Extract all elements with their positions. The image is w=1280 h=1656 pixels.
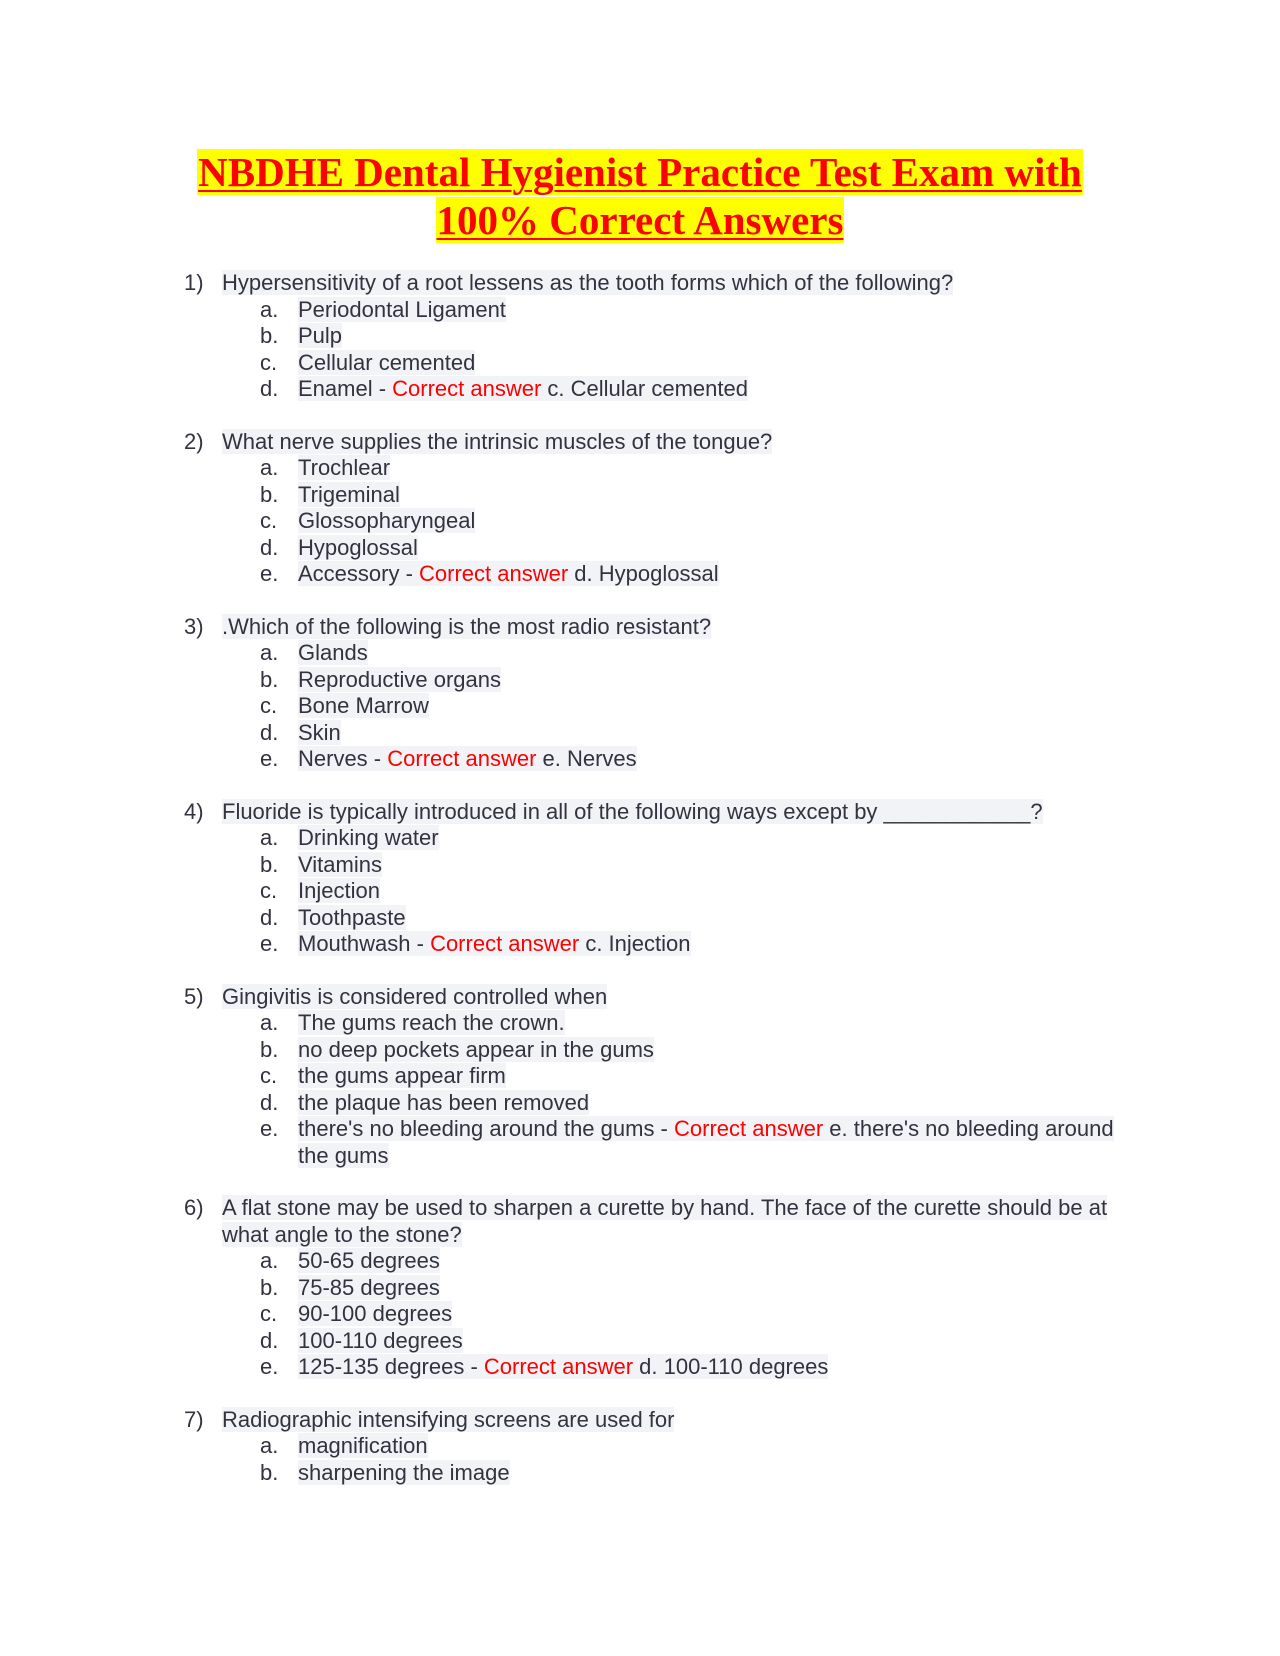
correct-answer-label: Correct answer — [419, 561, 569, 586]
answer-option — [260, 720, 1124, 747]
option-highlight — [298, 852, 382, 877]
option-text: Periodontal Ligament — [298, 296, 506, 322]
option-text: Vitamins — [298, 851, 382, 877]
option-highlight — [298, 376, 748, 401]
option-text-wrap — [298, 693, 1124, 720]
option-highlight — [298, 693, 429, 718]
option-highlight — [298, 297, 506, 322]
answer-option — [260, 1090, 1124, 1117]
option-text: Mouthwash - — [298, 931, 431, 956]
option-highlight — [298, 825, 439, 850]
option-highlight — [298, 640, 368, 665]
option-highlight — [298, 1328, 463, 1353]
answer-option — [260, 825, 1124, 852]
option-highlight — [298, 323, 342, 348]
option-text-wrap — [298, 825, 1124, 852]
option-text: 50-65 degrees — [298, 1248, 440, 1273]
option-highlight — [298, 508, 475, 533]
answer-option — [260, 1037, 1124, 1064]
question-3 — [184, 614, 1124, 773]
option-text: Hypoglossal — [298, 534, 418, 560]
question-4 — [184, 799, 1124, 958]
option-text: magnification — [298, 1433, 428, 1458]
option-text: Toothpaste — [298, 904, 406, 930]
question-number: 2) — [184, 428, 204, 454]
answer-option — [260, 931, 1124, 958]
option-letter: a. — [260, 1248, 279, 1273]
option-letter: c. — [260, 508, 278, 533]
question-row — [184, 984, 1124, 1011]
title-line-2-text: 100% Correct Answers — [436, 197, 844, 243]
option-text-wrap — [298, 535, 1124, 562]
answer-option — [260, 1063, 1124, 1090]
option-letter: a. — [260, 296, 279, 322]
option-highlight — [298, 482, 400, 507]
option-text: Skin — [298, 719, 341, 745]
option-highlight — [298, 1433, 428, 1458]
option-text-wrap — [298, 746, 1124, 773]
question-list — [184, 270, 1124, 1512]
answer-option — [260, 852, 1124, 879]
answer-option — [260, 1248, 1124, 1275]
answer-option — [260, 508, 1124, 535]
option-highlight — [298, 720, 341, 745]
option-text-wrap — [298, 931, 1124, 958]
question-text-wrap — [222, 799, 1124, 826]
answer-option — [260, 746, 1124, 773]
option-text: Accessory - — [298, 561, 420, 586]
option-letter: a. — [260, 1010, 279, 1035]
option-text: Trigeminal — [298, 481, 400, 507]
answer-option — [260, 1433, 1124, 1460]
option-text-wrap — [298, 350, 1124, 377]
question-5 — [184, 984, 1124, 1170]
question-text: Fluoride is typically introduced in all of the following ways except by ____________? — [222, 798, 1043, 824]
option-text-wrap — [298, 376, 1124, 403]
correct-answer-text: e. there's no bleeding around the gums — [298, 1116, 1114, 1168]
answer-option — [260, 350, 1124, 377]
correct-answer-text: c. Cellular cemented — [541, 376, 748, 401]
correct-answer-label: Correct answer — [483, 1354, 634, 1379]
option-text: no deep pockets appear in the gums — [298, 1036, 654, 1062]
option-text: the plaque has been removed — [298, 1089, 590, 1115]
option-letter: d. — [260, 1327, 279, 1353]
option-highlight — [298, 1354, 828, 1379]
question-number: 7) — [184, 1406, 204, 1432]
option-letter: b. — [260, 1036, 279, 1062]
answer-option — [260, 905, 1124, 932]
option-text: Trochlear — [298, 455, 391, 480]
answer-option — [260, 323, 1124, 350]
title-line-1 — [0, 148, 1280, 196]
option-letter: b. — [260, 666, 279, 692]
option-letter: c. — [260, 1301, 278, 1326]
option-letter: a. — [260, 640, 279, 665]
option-text-wrap — [298, 561, 1124, 588]
question-number: 5) — [184, 983, 204, 1009]
correct-answer-label: Correct answer — [387, 746, 537, 771]
option-text-wrap — [298, 1248, 1124, 1275]
answer-option — [260, 376, 1124, 403]
option-letter: a. — [260, 1433, 279, 1458]
correct-answer-label: Correct answer — [430, 931, 580, 956]
question-6 — [184, 1195, 1124, 1381]
question-text: Hypersensitivity of a root lessens as the tooth forms which of the following? — [222, 270, 954, 295]
question-text: Radiographic intensifying screens are used for — [222, 1406, 675, 1432]
option-highlight — [298, 878, 380, 903]
option-text-wrap — [298, 1275, 1124, 1302]
answer-option — [260, 1328, 1124, 1355]
option-letter: d. — [260, 1089, 279, 1115]
option-letter: a. — [260, 825, 279, 850]
correct-answer-text: d. Hypoglossal — [568, 561, 719, 586]
title-line-1-text: NBDHE Dental Hygienist Practice Test Exam with — [198, 149, 1082, 195]
option-text-wrap — [298, 878, 1124, 905]
option-text-wrap — [298, 508, 1124, 535]
answer-option — [260, 640, 1124, 667]
option-highlight — [298, 350, 475, 375]
option-text: Pulp — [298, 323, 343, 348]
question-row — [184, 614, 1124, 641]
option-text-wrap — [298, 1301, 1124, 1328]
option-text-wrap — [298, 640, 1124, 667]
option-text: Cellular cemented — [298, 349, 476, 375]
option-letter: e. — [260, 1354, 279, 1379]
option-highlight — [298, 1275, 440, 1300]
question-number: 6) — [184, 1195, 204, 1220]
document-title — [0, 148, 1280, 244]
question-2 — [184, 429, 1124, 588]
option-text-wrap — [298, 323, 1124, 350]
correct-answer-text: c. Injection — [579, 931, 691, 956]
answer-option — [260, 1354, 1124, 1381]
option-text: Bone Marrow — [298, 693, 429, 718]
option-highlight — [298, 1063, 506, 1088]
option-highlight — [298, 1116, 1114, 1168]
question-row — [184, 270, 1124, 297]
option-text-wrap — [298, 482, 1124, 509]
option-text: 100-110 degrees — [298, 1327, 463, 1353]
option-highlight — [298, 561, 719, 586]
title-line-2 — [0, 196, 1280, 244]
option-text-wrap — [298, 1010, 1124, 1037]
option-letter: b. — [260, 323, 279, 348]
answer-option — [260, 1116, 1124, 1169]
option-text-wrap — [298, 905, 1124, 932]
option-highlight — [298, 931, 691, 956]
option-text: Glossopharyngeal — [298, 508, 476, 533]
answer-option — [260, 1010, 1124, 1037]
answer-option — [260, 693, 1124, 720]
question-text: What nerve supplies the intrinsic muscles of the tongue? — [222, 428, 773, 454]
answer-option — [260, 667, 1124, 694]
option-letter: e. — [260, 931, 279, 956]
option-text-wrap — [298, 720, 1124, 747]
option-text: Reproductive organs — [298, 666, 502, 692]
option-text: The gums reach the crown. — [298, 1010, 565, 1035]
option-highlight — [298, 1301, 452, 1326]
question-text-wrap — [222, 1195, 1124, 1248]
option-text-wrap — [298, 1063, 1124, 1090]
option-highlight — [298, 905, 406, 930]
option-letter: d. — [260, 534, 279, 560]
option-text: the gums appear firm — [298, 1063, 506, 1088]
option-text-wrap — [298, 1354, 1124, 1381]
question-row — [184, 1407, 1124, 1434]
correct-answer-label: Correct answer — [392, 376, 542, 401]
option-text-wrap — [298, 1090, 1124, 1117]
option-text: Injection — [298, 878, 380, 903]
option-letter: e. — [260, 746, 279, 771]
question-text: A flat stone may be used to sharpen a curette by hand. The face of the curette should be at what angle to the stone? — [222, 1195, 1108, 1247]
option-letter: e. — [260, 561, 279, 586]
option-text: there's no bleeding around the gums - — [298, 1116, 674, 1141]
option-text-wrap — [298, 455, 1124, 482]
question-number: 1) — [184, 270, 204, 295]
option-letter: d. — [260, 376, 279, 401]
option-letter: c. — [260, 878, 278, 903]
option-text: Glands — [298, 640, 368, 665]
question-row — [184, 429, 1124, 456]
question-7 — [184, 1407, 1124, 1487]
option-highlight — [298, 1460, 510, 1485]
question-text: Gingivitis is considered controlled when — [222, 983, 608, 1009]
answer-option — [260, 1460, 1124, 1487]
question-text-wrap — [222, 270, 1124, 297]
question-text-wrap — [222, 614, 1124, 641]
option-highlight — [298, 1090, 589, 1115]
option-text: 90-100 degrees — [298, 1301, 453, 1326]
question-row — [184, 799, 1124, 826]
option-text-wrap — [298, 1037, 1124, 1064]
option-text: 125-135 degrees - — [298, 1354, 484, 1379]
correct-answer-text: d. 100-110 degrees — [633, 1354, 829, 1379]
option-highlight — [298, 1037, 654, 1062]
option-text-wrap — [298, 297, 1124, 324]
answer-option — [260, 482, 1124, 509]
option-letter: b. — [260, 481, 279, 507]
option-text-wrap — [298, 852, 1124, 879]
answer-option — [260, 297, 1124, 324]
option-highlight — [298, 535, 418, 560]
question-1 — [184, 270, 1124, 403]
option-text: Enamel - — [298, 376, 393, 401]
option-letter: d. — [260, 719, 279, 745]
option-letter: b. — [260, 1274, 279, 1300]
option-letter: c. — [260, 349, 278, 375]
question-number: 4) — [184, 798, 204, 824]
correct-answer-label: Correct answer — [674, 1116, 824, 1141]
question-row — [184, 1195, 1124, 1248]
question-number: 3) — [184, 613, 204, 639]
option-letter: b. — [260, 851, 279, 877]
option-highlight — [298, 667, 501, 692]
question-text-wrap — [222, 1407, 1124, 1434]
option-letter: b. — [260, 1459, 279, 1485]
question-text-wrap — [222, 984, 1124, 1011]
option-letter: a. — [260, 455, 279, 480]
option-highlight — [298, 1248, 440, 1273]
option-text: Drinking water — [298, 825, 439, 850]
answer-option — [260, 878, 1124, 905]
option-letter: d. — [260, 904, 279, 930]
answer-option — [260, 561, 1124, 588]
option-text-wrap — [298, 1433, 1124, 1460]
option-text-wrap — [298, 1460, 1124, 1487]
option-highlight — [298, 746, 637, 771]
option-text-wrap — [298, 1328, 1124, 1355]
option-text: Nerves - — [298, 746, 388, 771]
answer-option — [260, 535, 1124, 562]
option-text: 75-85 degrees — [298, 1274, 440, 1300]
option-text-wrap — [298, 667, 1124, 694]
question-text-wrap — [222, 429, 1124, 456]
option-highlight — [298, 1010, 565, 1035]
answer-option — [260, 1301, 1124, 1328]
option-letter: e. — [260, 1116, 279, 1141]
option-highlight — [298, 455, 390, 480]
question-text: .Which of the following is the most radio resistant? — [222, 613, 712, 639]
option-letter: c. — [260, 693, 278, 718]
option-text: sharpening the image — [298, 1459, 510, 1485]
option-text-wrap — [298, 1116, 1124, 1169]
correct-answer-text: e. Nerves — [536, 746, 637, 771]
answer-option — [260, 455, 1124, 482]
option-letter: c. — [260, 1063, 278, 1088]
answer-option — [260, 1275, 1124, 1302]
